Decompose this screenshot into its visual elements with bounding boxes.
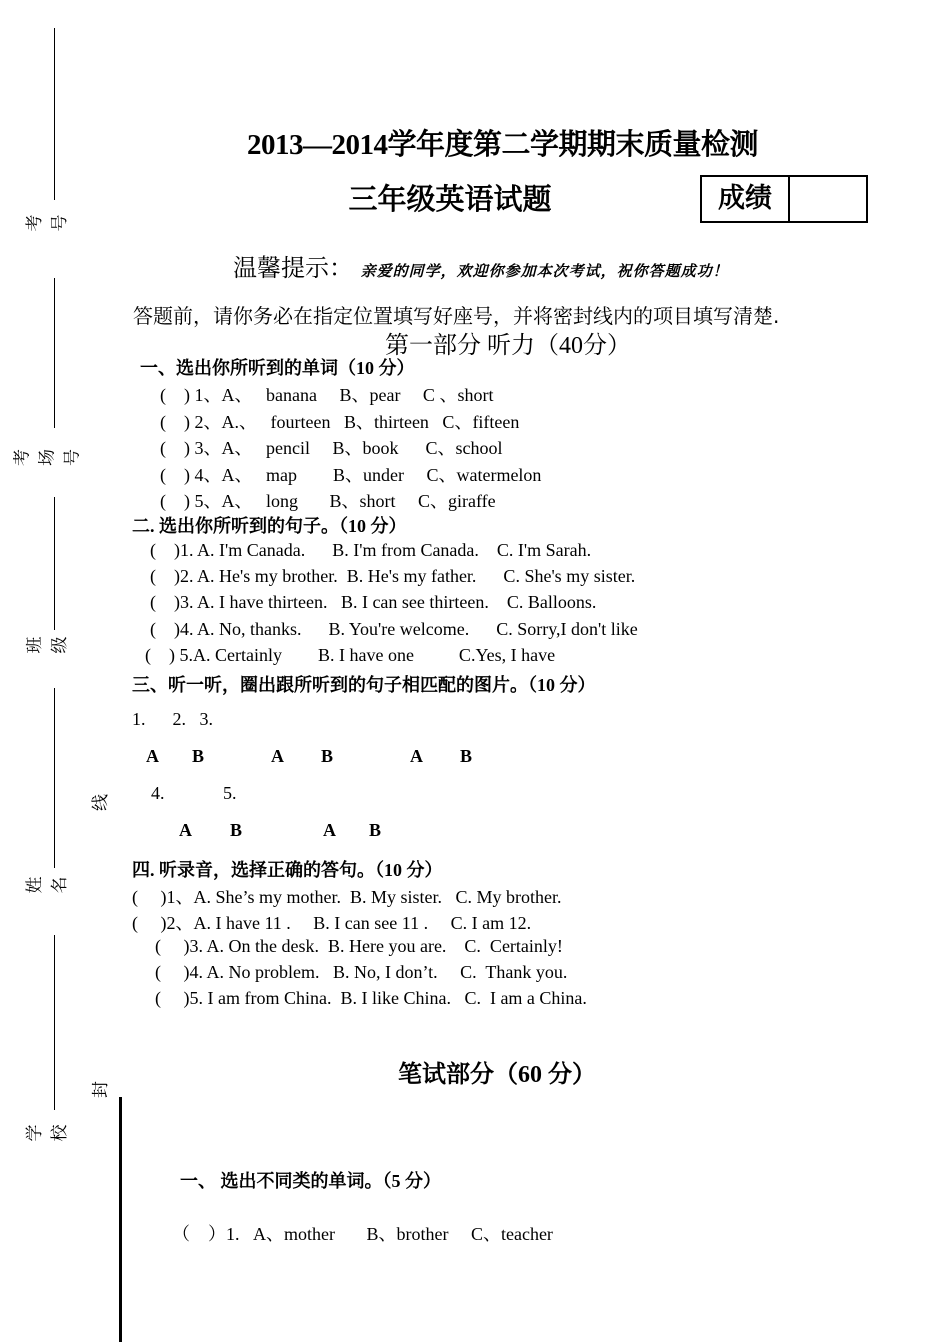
- option-b: B: [192, 746, 205, 766]
- question-item: ( ) 5.A. Certainly B. I have one C.Yes, I have: [145, 645, 556, 665]
- option-a: A: [179, 820, 192, 840]
- name-label: 姓名: [25, 876, 70, 894]
- exam-number-label: 考号: [25, 214, 70, 232]
- section4-heading: 四. 听录音，选择正确的答句。（10 分）: [132, 860, 443, 880]
- question-item: ( ) 5、A、 long B、short C、giraffe: [160, 491, 496, 511]
- question-item: ( )3. A. I have thirteen. B. I can see thirteen. C. Balloons.: [150, 592, 597, 612]
- binding-line: [54, 497, 55, 630]
- option-b: B: [321, 746, 334, 766]
- binding-line: [54, 28, 55, 200]
- question-item: ( )4. A. No problem. B. No, I don’t. C. Thank you.: [155, 962, 568, 982]
- binding-line: [54, 935, 55, 1110]
- seal-seal-char: 封: [91, 1081, 111, 1098]
- picture-numbers-row: 4. 5.: [151, 783, 237, 803]
- section2-heading: 二. 选出你所听到的句子。（10 分）: [132, 516, 407, 536]
- exam-subtitle: 三年级英语试题: [348, 184, 552, 216]
- notice-text: 答题前，请你务必在指定位置填写好座号，并将密封线内的项目填写清楚.: [133, 304, 780, 328]
- question-item: （ ）1. A、mother B、brother C、teacher: [172, 1224, 553, 1244]
- option-a: A: [410, 746, 423, 766]
- score-box: [700, 175, 868, 223]
- question-item: ( )4. A. No, thanks. B. You're welcome. C. Sorry,I don't like: [150, 619, 638, 639]
- class-label: 班级: [25, 636, 70, 654]
- seal-thick-line: [119, 1097, 122, 1342]
- part2-title: 笔试部分（60 分）: [398, 1062, 596, 1088]
- seal-line-char: 线: [91, 794, 111, 811]
- picture-numbers-row: 1. 2. 3.: [132, 709, 213, 729]
- option-b: B: [369, 820, 382, 840]
- option-b: B: [460, 746, 473, 766]
- option-a: A: [271, 746, 284, 766]
- exam-room-label: 考场号: [12, 449, 83, 466]
- tip-message: 亲爱的同学，欢迎你参加本次考试，祝你答题成功！: [360, 262, 729, 280]
- school-label: 学校: [25, 1124, 70, 1142]
- option-a: A: [146, 746, 159, 766]
- exam-title: 2013—2014学年度第二学期期末质量检测: [246, 129, 758, 161]
- part2-section1-heading: 一、 选出不同类的单词。（5 分）: [180, 1171, 441, 1191]
- section3-heading: 三、听一听，圈出跟所听到的句子相匹配的图片。（10 分）: [132, 675, 596, 695]
- warm-tip: [233, 248, 729, 283]
- question-item: ( )2、A. I have 11 . B. I can see 11 . C. I am 12.: [132, 913, 532, 933]
- question-item: ( ) 4、A、 map B、under C、watermelon: [160, 465, 542, 485]
- tip-label: 温馨提示：: [233, 254, 353, 282]
- score-label: 成绩: [702, 177, 790, 221]
- question-item: ( ) 3、A、 pencil B、book C、school: [160, 438, 503, 458]
- section1-heading: 一、选出你所听到的单词（10 分）: [140, 358, 415, 378]
- question-item: ( )1. A. I'm Canada. B. I'm from Canada. C. I'm Sarah.: [150, 540, 592, 560]
- binding-line: [54, 278, 55, 428]
- option-a: A: [323, 820, 336, 840]
- question-item: ( )1、A. She’s my mother. B. My sister. C. My brother.: [132, 887, 562, 907]
- question-item: ( )5. I am from China. B. I like China. C. I am a China.: [155, 988, 587, 1008]
- binding-line: [54, 688, 55, 868]
- option-b: B: [230, 820, 243, 840]
- question-item: ( ) 2、A.、 fourteen B、thirteen C、fifteen: [160, 412, 520, 432]
- question-item: ( ) 1、A、 banana B、pear C 、short: [160, 385, 494, 405]
- score-blank-cell[interactable]: [790, 177, 866, 221]
- question-item: ( )2. A. He's my brother. B. He's my father. C. She's my sister.: [150, 566, 636, 586]
- part1-title: 第一部分 听力（40分）: [385, 333, 631, 359]
- question-item: ( )3. A. On the desk. B. Here you are. C. Certainly!: [155, 936, 563, 956]
